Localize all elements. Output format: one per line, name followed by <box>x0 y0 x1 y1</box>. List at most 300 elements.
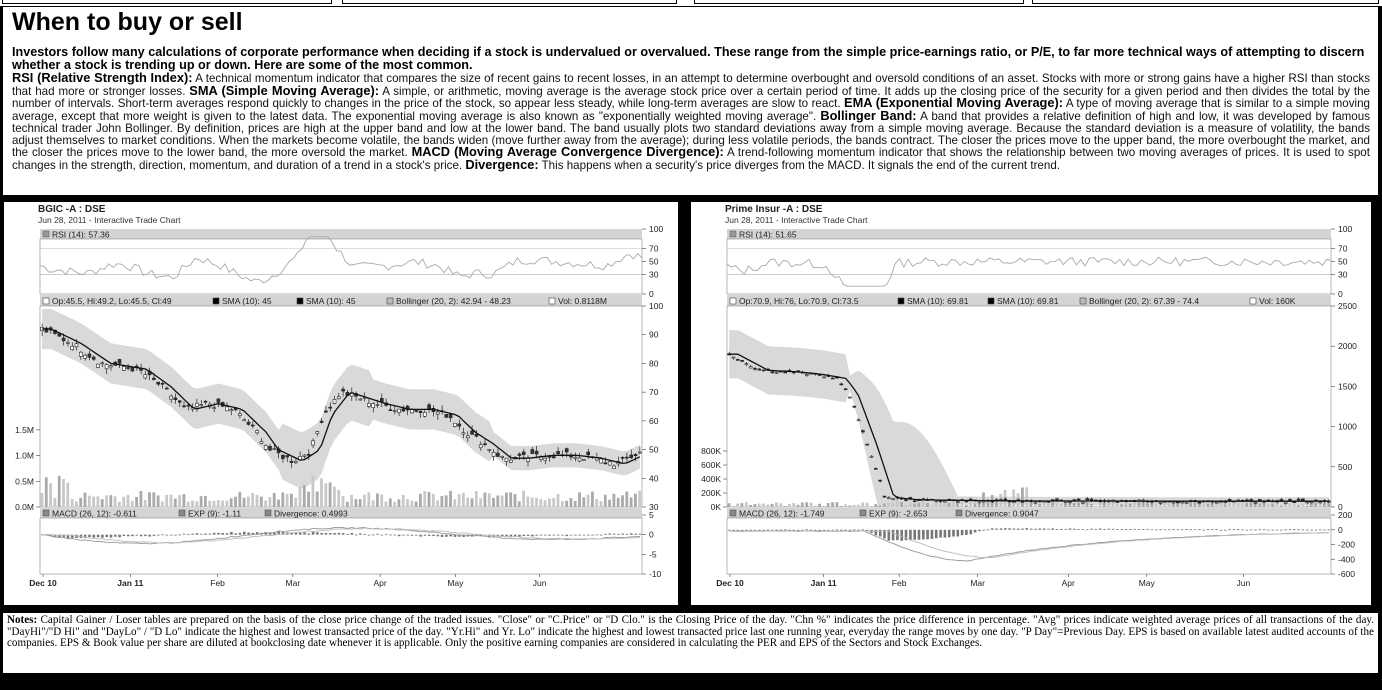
macd-tick-label: 5 <box>649 510 654 520</box>
volume-bar <box>1245 503 1248 507</box>
divergence-bar <box>355 535 358 536</box>
candle-body <box>853 406 856 407</box>
definition-macd: A trend-following momentum indicator that shows the relationship between two moving averages of prices. It is used to spot changes in the strength, direction, momentum, and duration of a trend in a stock's price. <box>12 146 1370 172</box>
divergence-bar <box>978 530 981 531</box>
volume-bar <box>1073 503 1076 507</box>
divergence-bar <box>437 535 440 537</box>
volume-bar <box>415 502 418 508</box>
volume-bar <box>930 506 933 507</box>
definition-ema: A type of moving average that is similar to a simple moving average, except that more weight is given to the latest data. The exponential moving average is also known as "exponentially weighted moving average". <box>12 97 1370 124</box>
divergence-bar <box>758 530 761 531</box>
volume-bar <box>97 496 100 507</box>
volume-bar <box>1202 504 1205 507</box>
divergence-bar <box>200 534 203 535</box>
divergence-bar <box>105 535 108 537</box>
divergence-bar <box>1129 529 1132 530</box>
divergence-bar <box>961 530 964 535</box>
candle-body <box>161 383 164 384</box>
volume-bar <box>393 502 396 507</box>
candle-body <box>604 463 607 464</box>
divergence-bar <box>1026 528 1029 530</box>
candle-body <box>1228 499 1231 500</box>
volume-bar <box>458 494 461 507</box>
candle-body <box>883 496 886 497</box>
divergence-bar <box>518 535 521 537</box>
divergence-bar <box>1194 529 1197 530</box>
volume-bar <box>792 503 795 507</box>
divergence-bar <box>1185 529 1188 530</box>
divergence-bar <box>1172 529 1175 530</box>
price-tick-label: 100 <box>649 301 664 311</box>
divergence-bar <box>316 532 319 534</box>
volume-bar <box>570 498 573 507</box>
x-tick-label: Jan 11 <box>117 578 144 588</box>
divergence-bar <box>204 534 207 535</box>
price-tick-label: 0 <box>1338 502 1343 512</box>
candle-body <box>771 372 774 373</box>
divergence-bar <box>1090 529 1093 530</box>
divergence-bar <box>982 530 985 531</box>
volume-bar <box>436 500 439 507</box>
candle-body <box>578 458 581 461</box>
volume-bar <box>909 502 912 507</box>
candle-body <box>1176 502 1179 503</box>
volume-bar <box>892 503 895 507</box>
volume-tick-label: 0K <box>710 502 721 512</box>
volume-tick-label: 1.0M <box>15 450 34 461</box>
divergence-bar <box>1328 530 1331 531</box>
divergence-bar <box>1250 529 1253 530</box>
notes-box <box>2 612 1379 674</box>
divergence-bar <box>1051 528 1054 529</box>
volume-bar <box>492 498 495 507</box>
divergence-bar <box>1280 530 1283 531</box>
candle-body <box>1069 502 1072 503</box>
volume-bar <box>247 497 250 507</box>
candle-body <box>565 449 568 452</box>
price-tick-label: 90 <box>649 329 659 340</box>
volume-bar <box>905 505 908 507</box>
volume-bar <box>630 497 633 507</box>
volume-bar <box>771 504 774 507</box>
volume-bar <box>1219 502 1222 507</box>
candle-body <box>887 498 890 499</box>
volume-bar <box>810 503 813 508</box>
divergence-bar <box>987 529 990 530</box>
volume-bar <box>45 477 48 507</box>
divergence-bar <box>806 529 809 530</box>
divergence-bar <box>1284 529 1287 530</box>
volume-bar <box>144 500 147 507</box>
candle-body <box>329 407 332 408</box>
divergence-bar <box>784 529 787 530</box>
volume-bar <box>1207 504 1210 508</box>
candle-body <box>66 342 69 343</box>
volume-bar <box>621 495 624 507</box>
divergence-bar <box>557 535 560 536</box>
candle-body <box>88 354 91 357</box>
volume-bar <box>509 492 512 507</box>
divergence-bar <box>540 535 543 536</box>
divergence-bar <box>1224 530 1227 531</box>
candle-body <box>243 420 246 421</box>
divergence-bar <box>1095 529 1098 530</box>
macd-plot-area <box>727 518 1331 574</box>
volume-bar <box>1271 504 1274 507</box>
volume-bar <box>329 483 332 508</box>
volume-bar <box>475 491 478 507</box>
volume-bar <box>788 504 791 507</box>
volume-bar <box>1129 504 1132 507</box>
volume-bar <box>565 501 568 507</box>
rsi-tick-label: 30 <box>649 269 659 280</box>
candle-body <box>122 367 125 371</box>
candle-body <box>848 397 851 398</box>
x-tick-label: Feb <box>891 578 907 588</box>
divergence-bar <box>609 534 612 535</box>
candle-body <box>333 399 336 403</box>
volume-bar <box>505 493 508 507</box>
divergence-bar <box>1030 529 1033 530</box>
candle-body <box>372 404 375 408</box>
divergence-bar <box>844 530 847 531</box>
volume-bar <box>187 502 190 507</box>
divergence-bar <box>909 530 912 540</box>
divergence-bar <box>239 533 242 535</box>
divergence-bar <box>926 530 929 540</box>
rsi-tick-label: 50 <box>1338 256 1348 267</box>
price-legend-swatch <box>898 298 904 304</box>
rsi-legend-bar <box>40 229 642 239</box>
candle-body <box>1250 500 1253 501</box>
volume-bar <box>965 505 968 507</box>
divergence-bar <box>793 530 796 531</box>
candle-body <box>269 446 272 450</box>
candle-body <box>238 414 241 416</box>
divergence-bar <box>621 534 624 535</box>
volume-bar <box>1120 504 1123 507</box>
candle-body <box>273 449 276 450</box>
definition-sma: A simple, or arithmetic, moving average is the average stock price over a certain period of time. It adds up the closing price of the security for a given period and then divides the total by the number of intervals. Short-term averages respond quickly to changes in the price of the stock, so appear less steady, while long-term averages are slow to react. <box>12 84 1370 111</box>
candle-body <box>320 421 323 422</box>
rsi-legend-swatch <box>730 231 736 237</box>
volume-bar <box>453 499 456 507</box>
volume-bar <box>428 492 431 507</box>
divergence-bar <box>913 530 916 540</box>
volume-bar <box>389 499 392 508</box>
divergence-bar <box>814 530 817 531</box>
divergence-bar <box>939 530 942 538</box>
divergence-bar <box>222 533 225 535</box>
price-legend-label: Bollinger (20, 2): 67.39 - 74.4 <box>1089 296 1200 306</box>
candle-body <box>600 459 603 463</box>
volume-bar <box>449 491 452 507</box>
volume-bar <box>49 483 52 507</box>
volume-bar <box>140 491 143 507</box>
volume-bar <box>1293 504 1296 507</box>
volume-bar <box>557 494 560 507</box>
volume-bar <box>969 501 972 507</box>
rsi-tick-label: 0 <box>649 289 654 299</box>
divergence-bar <box>312 532 315 535</box>
candle-body <box>861 431 864 432</box>
volume-bar <box>445 495 448 507</box>
volume-bar <box>346 502 349 507</box>
candle-body <box>587 452 590 455</box>
volume-bar <box>1025 487 1028 507</box>
candle-body <box>1297 499 1300 500</box>
price-tick-label: 50 <box>649 444 659 455</box>
volume-bar <box>1142 502 1145 507</box>
divergence-bar <box>1220 530 1223 531</box>
candle-body <box>1284 502 1287 503</box>
price-legend-label: SMA (10): 69.81 <box>997 296 1059 306</box>
candle-body <box>230 410 233 411</box>
divergence-bar <box>187 534 190 535</box>
divergence-bar <box>308 533 311 534</box>
divergence-bar <box>1323 530 1326 531</box>
divergence-bar <box>630 533 633 534</box>
divergence-bar <box>144 535 147 536</box>
divergence-bar <box>922 530 925 540</box>
volume-bar <box>277 500 280 507</box>
volume-bar <box>1163 503 1166 507</box>
volume-bar <box>238 492 241 507</box>
candle-body <box>775 372 778 373</box>
divergence-bar <box>548 535 551 536</box>
divergence-bar <box>544 535 547 536</box>
divergence-bar <box>1246 530 1249 531</box>
volume-bar <box>471 498 474 507</box>
divergence-bar <box>402 535 405 536</box>
candle-body <box>419 411 422 413</box>
volume-bar <box>303 485 306 507</box>
volume-bar <box>1198 504 1201 508</box>
divergence-bar <box>217 533 220 535</box>
volume-tick-label: 0.0M <box>15 502 34 512</box>
divergence-bar <box>1190 529 1193 530</box>
divergence-bar <box>1047 529 1050 530</box>
volume-bar <box>1232 503 1235 507</box>
volume-bar <box>952 502 955 507</box>
candle-body <box>736 359 739 360</box>
divergence-bar <box>398 535 401 537</box>
volume-bar <box>1181 504 1184 507</box>
volume-bar <box>109 495 112 507</box>
divergence-bar <box>1254 530 1257 531</box>
divergence-bar <box>389 535 392 536</box>
volume-bar <box>1077 503 1080 507</box>
volume-bar <box>1043 503 1046 507</box>
divergence-bar <box>527 535 530 536</box>
volume-bar <box>1133 502 1136 508</box>
rsi-legend-swatch <box>43 231 49 237</box>
candle-body <box>1077 499 1080 500</box>
divergence-bar <box>333 533 336 535</box>
volume-bar <box>926 503 929 507</box>
candle-body <box>608 462 611 465</box>
volume-bar <box>337 490 340 507</box>
volume-bar <box>1267 504 1270 507</box>
divergence-bar <box>196 533 199 535</box>
volume-bar <box>165 495 168 507</box>
macd-legend-swatch <box>730 510 736 516</box>
volume-bar <box>948 503 951 507</box>
x-tick-label: Jun <box>532 578 547 588</box>
price-legend-swatch <box>730 298 736 304</box>
volume-bar <box>294 498 297 507</box>
divergence-bar <box>1267 530 1270 531</box>
volume-bar <box>496 496 499 508</box>
chart-title: Prime Insur -A : DSE <box>725 204 823 215</box>
volume-bar <box>58 476 61 507</box>
rsi-plot-area <box>40 239 642 294</box>
candle-body <box>213 408 216 409</box>
divergence-bar <box>363 534 366 535</box>
candle-body <box>204 401 207 402</box>
candle-body <box>84 355 87 358</box>
divergence-bar <box>749 530 752 531</box>
divergence-bar <box>944 530 947 538</box>
chart-bgic-svg <box>4 202 678 605</box>
price-tick-label: 30 <box>649 502 659 512</box>
volume-tick-label: 600K <box>701 460 721 470</box>
volume-bar <box>797 505 800 507</box>
volume-bar <box>1237 503 1240 507</box>
divergence-bar <box>166 535 169 536</box>
candle-body <box>784 372 787 373</box>
divergence-bar <box>918 530 921 540</box>
divergence-bar <box>1237 529 1240 530</box>
candle-body <box>745 364 748 365</box>
candle-body <box>754 368 757 369</box>
volume-bar <box>784 506 787 507</box>
candle-body <box>312 441 315 445</box>
divergence-bar <box>1302 530 1305 531</box>
volume-bar <box>54 498 57 507</box>
candle-body <box>195 403 198 406</box>
candle-body <box>484 444 487 445</box>
volume-bar <box>367 492 370 507</box>
divergence-bar <box>381 535 384 536</box>
divergence-bar <box>1000 528 1003 529</box>
volume-bar <box>79 498 82 507</box>
divergence-bar <box>1164 529 1167 530</box>
top-table-cell <box>2 0 332 4</box>
divergence-bar <box>394 535 397 536</box>
volume-bar <box>200 496 203 507</box>
volume-bar <box>1289 503 1292 507</box>
divergence-bar <box>970 530 973 535</box>
divergence-bar <box>741 530 744 531</box>
divergence-bar <box>840 530 843 531</box>
macd-tick-label: -400 <box>1338 554 1356 565</box>
volume-bar <box>749 505 752 507</box>
candle-body <box>376 404 379 405</box>
volume-bar <box>762 504 765 507</box>
candle-body <box>905 500 908 501</box>
chart-bgic <box>2 200 680 607</box>
divergence-bar <box>1112 529 1115 530</box>
candle-body <box>109 366 112 367</box>
volume-bar <box>1228 502 1231 507</box>
macd-legend-label: Divergence: 0.9047 <box>965 508 1039 519</box>
divergence-bar <box>862 529 865 530</box>
macd-tick-label: 0 <box>649 529 654 540</box>
divergence-bar <box>634 534 637 535</box>
volume-bar <box>75 501 78 507</box>
divergence-bar <box>531 535 534 537</box>
divergence-bar <box>428 535 431 536</box>
divergence-bar <box>351 533 354 535</box>
volume-bar <box>122 497 125 507</box>
volume-bar <box>316 492 319 508</box>
divergence-bar <box>1142 529 1145 530</box>
divergence-bar <box>823 530 826 531</box>
x-tick-label: Dec 10 <box>716 578 744 588</box>
candle-body <box>509 460 512 462</box>
volume-bar <box>479 498 482 507</box>
volume-bar <box>531 498 534 507</box>
volume-bar <box>638 491 641 507</box>
divergence-bar <box>243 532 246 535</box>
volume-tick-label: 0.5M <box>15 476 34 487</box>
volume-bar <box>974 503 977 507</box>
candle-body <box>582 460 585 461</box>
volume-bar <box>1172 503 1175 507</box>
volume-bar <box>423 491 426 507</box>
macd-legend-label: EXP (9): -2.653 <box>869 508 928 519</box>
candle-body <box>157 382 160 384</box>
divergence-bar <box>329 533 332 535</box>
candle-body <box>501 456 504 457</box>
candle-body <box>1086 499 1089 500</box>
divergence-bar <box>626 534 629 535</box>
rsi-legend-label: RSI (14): 57.36 <box>52 229 110 240</box>
term-ema: EMA (Exponential Moving Average): <box>844 95 1064 111</box>
divergence-bar <box>209 534 212 535</box>
candle-body <box>1172 502 1175 503</box>
candle-body <box>1254 502 1257 503</box>
volume-bar <box>1176 503 1179 507</box>
candle-body <box>741 360 744 361</box>
volume-bar <box>766 505 769 507</box>
candle-body <box>217 399 220 403</box>
candle-body <box>359 399 362 400</box>
volume-bar <box>939 503 942 508</box>
candle-body <box>294 462 297 463</box>
candle-body <box>449 414 452 418</box>
macd-plot-area <box>40 518 642 574</box>
divergence-bar <box>131 535 134 537</box>
divergence-bar <box>797 530 800 531</box>
candle-body <box>324 411 327 412</box>
divergence-bar <box>1125 529 1128 530</box>
candle-body <box>342 389 345 391</box>
volume-bar <box>775 502 778 507</box>
volume-bar <box>943 503 946 507</box>
candle-body <box>1306 502 1309 503</box>
divergence-bar <box>359 533 362 534</box>
volume-bar <box>1306 506 1309 507</box>
notes-text: Capital Gainer / Loser tables are prepared on the basis of the close price change of the traded issues. "Close" or "C.Price" or "D Clo." is the Closing Price of the day. "Chn %" indicates the price difference in percentage. "Avg" prices indicate weighted average prices of all transactions of the day. "DayHi"/"D Hi" and "DayLo" / "D Lo" indicate the highest and lowest transacted price of the day. "Yr.Hi" and Yr. Lo" indicate the highest and lowest transacted price last one running year, everyday the range moves by one day. "P Day"=Previous Day. EPS is based on available latest audited accounts of the companies. EPS & Book value per share are diluted at bookclosing date whenever it is applicable. Only the positive earning companies are considered in calculating the PER and EPS of the Sectors and Stock Exchanges. <box>7 614 1374 650</box>
divergence-bar <box>639 534 642 535</box>
divergence-bar <box>1060 529 1063 530</box>
volume-bar <box>101 499 104 507</box>
volume-bar <box>1090 504 1093 507</box>
divergence-bar <box>419 535 422 537</box>
volume-bar <box>823 506 826 507</box>
